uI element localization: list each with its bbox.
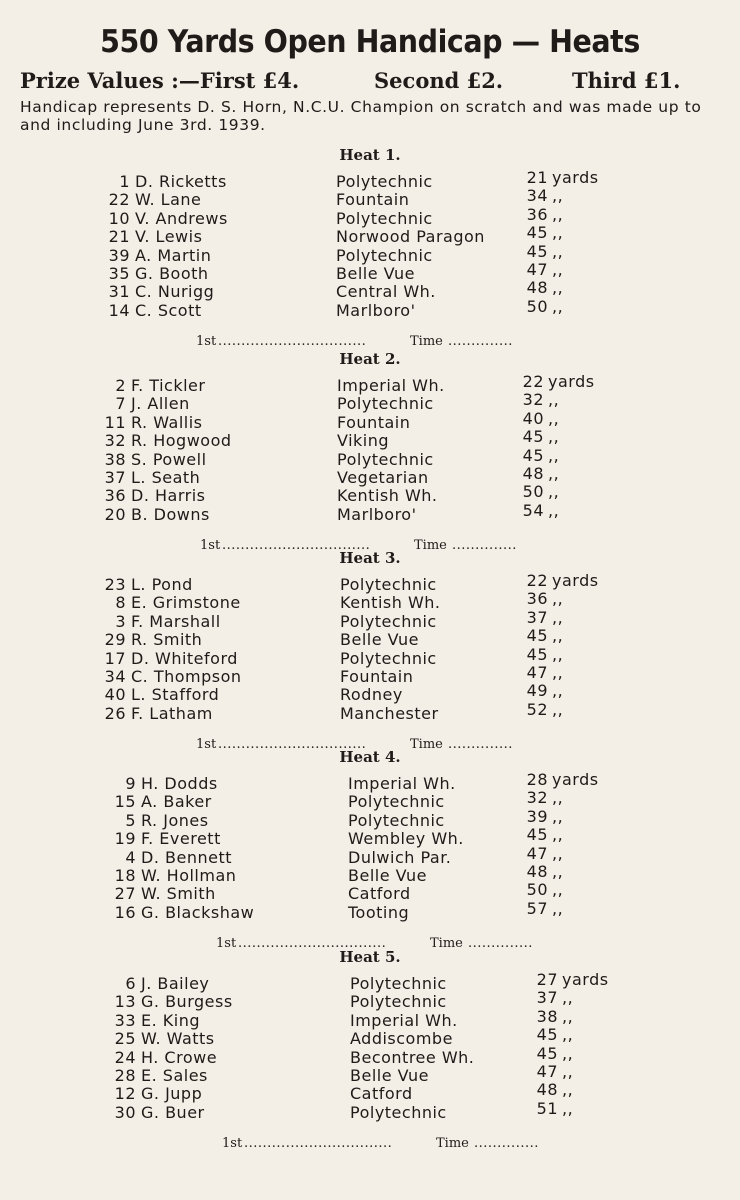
rider-name: L. Stafford: [131, 685, 220, 705]
heat-title: Heat 5.: [339, 948, 401, 966]
club-name: Belle Vue: [340, 630, 419, 650]
first-dots: ................................: [244, 1136, 393, 1151]
rider-name: A. Baker: [141, 792, 212, 812]
club-name: Polytechnic: [337, 394, 434, 414]
yards-mark: ,,: [552, 699, 564, 719]
heat-result-line: [0, 1136, 740, 1152]
handicap-yards: 21: [526, 168, 548, 187]
first-dots: ................................: [218, 737, 367, 752]
time-label: Time: [436, 1136, 469, 1151]
first-label: 1st: [196, 334, 217, 349]
handicap-yards: 50: [526, 296, 548, 316]
entry-row: [0, 825, 740, 849]
entry-row: [0, 464, 740, 487]
yards-mark: ,,: [552, 296, 564, 316]
yards-mark: ,,: [548, 500, 560, 520]
club-name: Polytechnic: [337, 449, 434, 469]
time-dots: ..............: [468, 936, 533, 951]
entry-row: [0, 482, 740, 506]
club-name: Catford: [348, 884, 411, 904]
yards-mark: yards: [552, 770, 599, 789]
entry-row: [0, 260, 740, 283]
entry-number: 40: [104, 685, 126, 705]
handicap-yards: 45: [522, 445, 544, 465]
heat-section: [0, 948, 740, 1156]
club-name: Kentish Wh.: [340, 593, 441, 613]
handicap-yards: 47: [526, 843, 548, 863]
yards-mark: ,,: [548, 427, 560, 447]
entry-number: 28: [114, 1066, 136, 1085]
heat-title: Heat 2.: [339, 350, 401, 368]
first-dots: ................................: [238, 936, 387, 951]
club-name: Fountain: [340, 667, 414, 686]
club-name: Central Wh.: [336, 282, 436, 302]
yards-mark: ,,: [552, 241, 564, 261]
yards-mark: yards: [548, 372, 595, 391]
yards-mark: ,,: [562, 988, 574, 1008]
entry-number: 32: [104, 431, 126, 451]
rider-name: V. Andrews: [135, 208, 228, 228]
club-name: Dulwich Par.: [348, 847, 452, 867]
first-dots: ................................: [218, 334, 367, 349]
club-name: Polytechnic: [350, 1102, 447, 1122]
rider-name: C. Thompson: [131, 667, 242, 686]
yards-mark: ,,: [548, 445, 560, 465]
yards-mark: ,,: [552, 681, 564, 701]
entry-number: 6: [125, 974, 136, 993]
handicap-yards: 40: [522, 408, 544, 428]
rider-name: H. Crowe: [141, 1047, 218, 1067]
yards-mark: ,,: [552, 898, 564, 918]
handicap-yards: 48: [526, 278, 548, 298]
entry-row: [0, 278, 740, 302]
entry-row: [0, 1043, 740, 1067]
entry-number: 29: [104, 630, 126, 650]
rider-name: L. Seath: [131, 468, 201, 487]
handicap-yards: 45: [522, 427, 544, 447]
yards-mark: ,,: [562, 1006, 574, 1026]
entry-number: 1: [119, 172, 130, 191]
first-label: 1st: [216, 936, 237, 951]
entry-number: 8: [115, 593, 126, 613]
yards-mark: ,,: [562, 1062, 574, 1081]
yards-mark: ,,: [548, 390, 560, 410]
entry-number: 3: [115, 611, 126, 631]
handicap-yards: 50: [526, 880, 548, 900]
yards-mark: ,,: [552, 589, 564, 609]
club-name: Catford: [350, 1084, 413, 1104]
yards-mark: ,,: [552, 843, 564, 863]
rider-name: E. King: [141, 1010, 201, 1030]
club-name: Polytechnic: [336, 208, 433, 228]
yards-mark: ,,: [552, 626, 564, 646]
entry-number: 31: [108, 282, 130, 302]
entry-row: [0, 1080, 740, 1104]
club-name: Imperial Wh.: [350, 1010, 458, 1030]
entry-row: [0, 862, 740, 885]
entry-row: [0, 970, 740, 993]
club-name: Polytechnic: [350, 992, 447, 1012]
page-title: 550 Yards Open Handicap — Heats: [100, 24, 640, 60]
entry-number: 16: [114, 902, 136, 922]
club-name: Imperial Wh.: [337, 376, 445, 395]
club-name: Belle Vue: [350, 1066, 429, 1085]
club-name: Viking: [337, 431, 390, 451]
club-name: Tooting: [348, 902, 410, 922]
rider-name: R. Wallis: [131, 412, 203, 432]
entry-row: [0, 806, 740, 830]
rider-name: G. Jupp: [141, 1084, 203, 1104]
entry-row: [0, 296, 740, 320]
entry-number: 4: [125, 847, 136, 867]
yards-mark: ,,: [552, 607, 564, 627]
entry-number: 17: [104, 648, 126, 668]
entry-row: [0, 390, 740, 414]
handicap-yards: 47: [536, 1062, 558, 1081]
yards-mark: ,,: [548, 482, 560, 502]
entry-row: [0, 1098, 740, 1122]
yards-mark: ,,: [552, 825, 564, 845]
entry-number: 33: [114, 1010, 136, 1030]
rider-name: S. Powell: [131, 449, 207, 469]
rider-name: D. Whiteford: [131, 648, 238, 668]
entry-number: 7: [115, 394, 126, 414]
handicap-yards: 45: [536, 1025, 558, 1045]
rider-name: J. Allen: [131, 394, 190, 414]
handicap-yards: 45: [526, 626, 548, 646]
club-name: Norwood Paragon: [336, 227, 485, 247]
entry-number: 36: [104, 486, 126, 506]
entry-number: 5: [125, 810, 136, 830]
heat-title: Heat 1.: [339, 146, 401, 164]
rider-name: R. Jones: [141, 810, 209, 830]
rider-name: W. Hollman: [141, 866, 237, 885]
entry-row: [0, 186, 740, 210]
club-name: Kentish Wh.: [337, 486, 438, 506]
entry-row: [0, 372, 740, 395]
prize-second: Second £2.: [374, 68, 504, 93]
club-name: Becontree Wh.: [350, 1047, 475, 1067]
entry-row: [0, 427, 740, 451]
rider-name: W. Lane: [135, 190, 202, 210]
entry-number: 27: [114, 884, 136, 904]
entry-number: 2: [115, 376, 126, 395]
heat-result-line: [0, 334, 740, 350]
entry-row: [0, 699, 740, 723]
yards-mark: ,,: [552, 788, 564, 808]
rider-name: H. Dodds: [141, 774, 218, 793]
handicap-yards: 45: [526, 825, 548, 845]
rider-name: G. Burgess: [141, 992, 233, 1012]
entry-row: [0, 626, 740, 650]
handicap-yards: 36: [526, 589, 548, 609]
entry-number: 39: [108, 245, 130, 265]
handicap-note: Handicap represents D. S. Horn, N.C.U. Champion on scratch and was made up to and including June 3rd. 1939.: [20, 98, 702, 134]
yards-mark: ,,: [548, 408, 560, 428]
entry-number: 23: [104, 575, 126, 594]
first-label: 1st: [200, 538, 221, 553]
club-name: Polytechnic: [348, 810, 445, 830]
entry-number: 24: [114, 1047, 136, 1067]
first-label: 1st: [222, 1136, 243, 1151]
rider-name: L. Pond: [131, 575, 193, 594]
handicap-yards: 37: [526, 607, 548, 627]
rider-name: R. Hogwood: [131, 431, 232, 451]
handicap-yards: 51: [536, 1098, 558, 1118]
entry-row: [0, 204, 740, 228]
heat-section: [0, 549, 740, 757]
entry-row: [0, 770, 740, 793]
club-name: Polytechnic: [348, 792, 445, 812]
club-name: Vegetarian: [337, 468, 429, 487]
entry-number: 10: [108, 208, 130, 228]
handicap-yards: 47: [526, 663, 548, 682]
yards-mark: ,,: [562, 1098, 574, 1118]
handicap-yards: 36: [526, 204, 548, 224]
yards-mark: ,,: [552, 223, 564, 243]
entry-number: 11: [104, 412, 126, 432]
time-label: Time: [410, 334, 443, 349]
handicap-yards: 49: [526, 681, 548, 701]
rider-name: D. Ricketts: [135, 172, 227, 191]
entry-row: [0, 500, 740, 524]
rider-name: D. Harris: [131, 486, 206, 506]
heat-title: Heat 4.: [339, 748, 401, 766]
entry-number: 30: [114, 1102, 136, 1122]
club-name: Polytechnic: [350, 974, 447, 993]
handicap-yards: 37: [536, 988, 558, 1008]
handicap-yards: 48: [526, 862, 548, 881]
entry-number: 37: [104, 468, 126, 487]
rider-name: C. Nurigg: [135, 282, 215, 302]
rider-name: E. Sales: [141, 1066, 208, 1085]
handicap-yards: 52: [526, 699, 548, 719]
yards-mark: ,,: [552, 862, 564, 881]
time-dots: ..............: [452, 538, 517, 553]
prize-first: Prize Values :—First £4.: [20, 68, 300, 93]
handicap-yards: 34: [526, 186, 548, 206]
yards-mark: ,,: [552, 278, 564, 298]
entry-row: [0, 1006, 740, 1030]
entry-row: [0, 880, 740, 904]
first-label: 1st: [196, 737, 217, 752]
club-name: Fountain: [337, 412, 411, 432]
entry-number: 25: [114, 1029, 136, 1049]
heat-section: [0, 350, 740, 558]
rider-name: R. Smith: [131, 630, 203, 650]
entry-row: [0, 644, 740, 668]
club-name: Polytechnic: [336, 172, 433, 191]
yards-mark: ,,: [552, 880, 564, 900]
club-name: Manchester: [340, 703, 439, 723]
rider-name: C. Scott: [135, 300, 202, 320]
entry-number: 18: [114, 866, 136, 885]
entry-number: 9: [125, 774, 136, 793]
prize-third: Third £1.: [572, 68, 681, 93]
rider-name: E. Grimstone: [131, 593, 241, 613]
club-name: Addiscombe: [350, 1029, 453, 1049]
yards-mark: ,,: [552, 663, 564, 682]
rider-name: G. Booth: [135, 264, 209, 283]
yards-mark: ,,: [562, 1025, 574, 1045]
club-name: Fountain: [336, 190, 410, 210]
rider-name: B. Downs: [131, 504, 210, 524]
entry-number: 20: [104, 504, 126, 524]
entry-row: [0, 571, 740, 594]
handicap-yards: 45: [526, 241, 548, 261]
rider-name: F. Tickler: [131, 376, 206, 395]
club-name: Wembley Wh.: [348, 829, 464, 849]
entry-number: 22: [108, 190, 130, 210]
yards-mark: ,,: [552, 644, 564, 664]
entry-number: 19: [114, 829, 136, 849]
rider-name: J. Bailey: [141, 974, 210, 993]
entry-row: [0, 168, 740, 191]
entry-row: [0, 241, 740, 265]
handicap-yards: 32: [522, 390, 544, 410]
rider-name: A. Martin: [135, 245, 212, 265]
entry-number: 12: [114, 1084, 136, 1104]
entry-row: [0, 1025, 740, 1049]
heat-section: [0, 146, 740, 354]
entry-number: 14: [108, 300, 130, 320]
yards-mark: yards: [562, 970, 609, 989]
handicap-yards: 22: [526, 571, 548, 590]
rider-name: F. Marshall: [131, 611, 221, 631]
handicap-yards: 54: [522, 500, 544, 520]
handicap-yards: 57: [526, 898, 548, 918]
handicap-yards: 38: [536, 1006, 558, 1026]
rider-name: G. Buer: [141, 1102, 205, 1122]
yards-mark: ,,: [552, 186, 564, 206]
handicap-yards: 45: [526, 223, 548, 243]
time-label: Time: [414, 538, 447, 553]
club-name: Imperial Wh.: [348, 774, 456, 793]
yards-mark: ,,: [552, 806, 564, 826]
entry-number: 13: [114, 992, 136, 1012]
entry-row: [0, 607, 740, 631]
entry-number: 35: [108, 264, 130, 283]
handicap-yards: 39: [526, 806, 548, 826]
handicap-yards: 45: [526, 644, 548, 664]
entry-row: [0, 788, 740, 812]
handicap-yards: 27: [536, 970, 558, 989]
club-name: Polytechnic: [336, 245, 433, 265]
handicap-yards: 45: [536, 1043, 558, 1063]
handicap-yards: 50: [522, 482, 544, 502]
time-label: Time: [410, 737, 443, 752]
rider-name: W. Watts: [141, 1029, 215, 1049]
yards-mark: ,,: [562, 1043, 574, 1063]
yards-mark: yards: [552, 168, 599, 187]
yards-mark: ,,: [562, 1080, 574, 1100]
entry-row: [0, 445, 740, 469]
entry-row: [0, 988, 740, 1012]
entry-number: 26: [104, 703, 126, 723]
handicap-yards: 47: [526, 260, 548, 279]
entry-row: [0, 898, 740, 922]
handicap-yards: 22: [522, 372, 544, 391]
first-dots: ................................: [222, 538, 371, 553]
time-dots: ..............: [448, 334, 513, 349]
club-name: Polytechnic: [340, 648, 437, 668]
yards-mark: yards: [552, 571, 599, 590]
club-name: Belle Vue: [348, 866, 427, 885]
club-name: Polytechnic: [340, 611, 437, 631]
yards-mark: ,,: [552, 260, 564, 279]
time-label: Time: [430, 936, 463, 951]
handicap-yards: 48: [536, 1080, 558, 1100]
entry-row: [0, 1062, 740, 1085]
rider-name: W. Smith: [141, 884, 216, 904]
time-dots: ..............: [448, 737, 513, 752]
entry-number: 15: [114, 792, 136, 812]
rider-name: V. Lewis: [135, 227, 203, 247]
entry-number: 34: [104, 667, 126, 686]
rider-name: F. Everett: [141, 829, 221, 849]
entry-row: [0, 223, 740, 247]
handicap-yards: 48: [522, 464, 544, 483]
entry-row: [0, 681, 740, 705]
yards-mark: ,,: [552, 204, 564, 224]
entry-row: [0, 843, 740, 867]
club-name: Belle Vue: [336, 264, 415, 283]
club-name: Marlboro': [336, 300, 416, 320]
entry-row: [0, 663, 740, 686]
rider-name: D. Bennett: [141, 847, 232, 867]
yards-mark: ,,: [548, 464, 560, 483]
club-name: Rodney: [340, 685, 403, 705]
entry-row: [0, 408, 740, 432]
entry-row: [0, 589, 740, 613]
club-name: Marlboro': [337, 504, 417, 524]
handicap-yards: 28: [526, 770, 548, 789]
entry-number: 21: [108, 227, 130, 247]
heat-title: Heat 3.: [339, 549, 401, 567]
club-name: Polytechnic: [340, 575, 437, 594]
entry-number: 38: [104, 449, 126, 469]
rider-name: F. Latham: [131, 703, 213, 723]
heat-section: [0, 748, 740, 956]
handicap-yards: 32: [526, 788, 548, 808]
time-dots: ..............: [474, 1136, 539, 1151]
rider-name: G. Blackshaw: [141, 902, 255, 922]
